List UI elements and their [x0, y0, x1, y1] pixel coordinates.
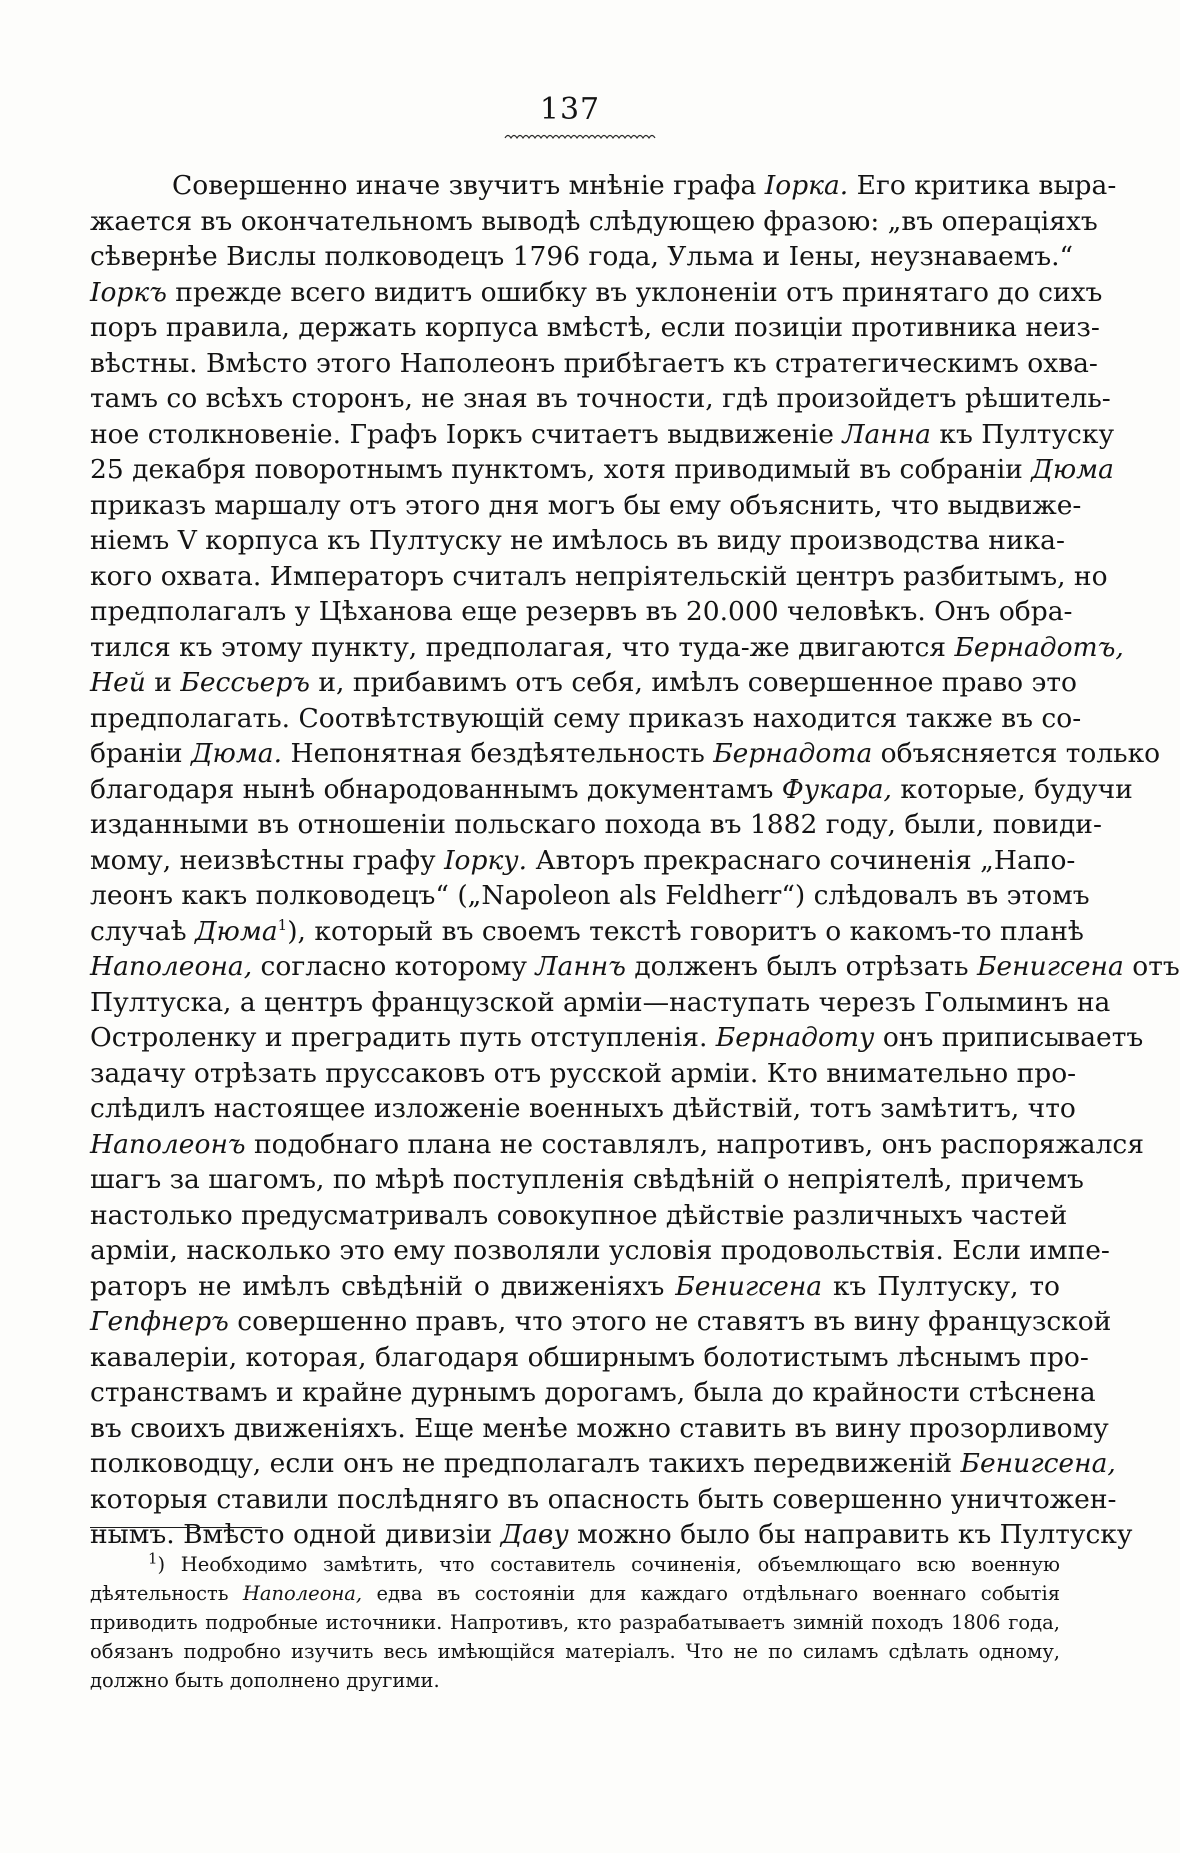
footnotes [90, 1550, 1060, 1695]
text-run: полководцу, если онъ не предполагалъ такихъ передвиженій [90, 1448, 961, 1479]
page-number: 137 [539, 92, 601, 127]
text-run: которые, будучи [891, 773, 1133, 805]
text-run: обязанъ подробно изучить весь имѣющійся матеріалъ. Что не по силамъ сдѣлать одному, [90, 1640, 1060, 1663]
text-run: предполагать. Соотвѣтствующій сему приказъ находится также въ со- [90, 702, 1082, 734]
text-run: Непонятная бездѣятельность [282, 738, 714, 769]
text-run: раторъ не имѣлъ свѣдѣній о движеніяхъ [90, 1270, 676, 1302]
text-run: Пултуска, а центръ французской арміи—наступать черезъ Голыминъ на [90, 986, 1111, 1018]
text-run: изданными въ отношеніи польскаго похода въ 1882 году, были, повиди- [90, 809, 1102, 840]
text-line [90, 1446, 1116, 1482]
text-run: отъ [1123, 951, 1180, 982]
text-line [90, 310, 1100, 346]
text-run: шагъ за шагомъ, по мѣрѣ поступленія свѣдѣній о непріятелѣ, причемъ [90, 1164, 1084, 1195]
text-run: кавалеріи, которая, благодаря обширнымъ болотистымъ лѣснымъ про- [90, 1341, 1089, 1373]
italic-name: Бессьеръ [180, 667, 310, 698]
text-line [90, 239, 1074, 275]
italic-name: Дюма [195, 915, 278, 947]
text-line [90, 1127, 1144, 1163]
italic-name: Ней [90, 667, 146, 698]
text-line [90, 346, 1098, 382]
text-run: къ Пултуску [930, 418, 1115, 450]
text-run: должно быть дополнено другими. [90, 1669, 440, 1692]
text-line [90, 665, 1077, 701]
text-line [90, 381, 1111, 417]
text-line [90, 1482, 1117, 1518]
text-run: задачу отрѣзать пруссаковъ отъ русской арміи. Кто внимательно про- [90, 1057, 1077, 1089]
text-line [90, 701, 1082, 737]
text-line [90, 949, 1180, 985]
text-run: къ Пултуску, то [822, 1270, 1060, 1302]
text-run: можно было бы направить къ Пултуску [568, 1519, 1133, 1550]
text-line [90, 772, 1133, 808]
italic-name: Фукара, [781, 773, 892, 805]
italic-name: Даву [500, 1519, 569, 1550]
text-run: Авторъ прекраснаго сочиненія „Напо- [527, 844, 1076, 876]
text-run: дѣятельность [90, 1582, 243, 1605]
text-line [90, 523, 1065, 559]
text-run: тамъ со всѣхъ сторонъ, не зная въ точности, гдѣ произойдетъ рѣшитель- [90, 383, 1111, 414]
text-line [90, 417, 1115, 453]
text-line [90, 1233, 1110, 1269]
text-run: странствамъ и крайне дурнымъ дорогамъ, была до крайности стѣснена [90, 1377, 1096, 1408]
text-line [90, 1056, 1077, 1092]
text-run: кого охвата. Императоръ считалъ непріятельскій центръ разбитымъ, но [90, 560, 1108, 592]
italic-name: Iоркъ [90, 276, 167, 308]
text-line [90, 807, 1102, 843]
text-line [90, 1091, 1076, 1127]
text-run: леонъ какъ полководецъ“ („Napoleon als Feldherr“) слѣдовалъ въ этомъ [90, 880, 1090, 911]
text-line [90, 1340, 1089, 1376]
footnote-line [90, 1666, 1060, 1695]
text-run: жается въ окончательномъ выводѣ слѣдующею фразою: „въ операціяхъ [90, 205, 1098, 237]
footnote-line [90, 1608, 1060, 1637]
italic-name: Дюма [1031, 454, 1114, 485]
italic-name: Бенигсена [976, 951, 1124, 982]
text-line [90, 1198, 1068, 1234]
text-run: приводить подробные источники. Напротивъ, кто разрабатываетъ зимній походъ 1806 года, [90, 1611, 1060, 1634]
text-line [90, 878, 1090, 914]
italic-name: Бенигсена, [960, 1448, 1116, 1479]
text-run: предполагалъ у Цѣханова еще резервъ въ 20.000 человѣкъ. Онъ обра- [90, 596, 1073, 627]
text-run: и, прибавимъ отъ себя, имѣлъ совершенное право это [309, 667, 1077, 698]
footnote-marker: 1 [277, 915, 288, 934]
italic-name: Наполеонъ [90, 1128, 246, 1160]
footnote-line [90, 1579, 1060, 1608]
footnote-line [90, 1550, 1060, 1579]
italic-name: Бенигсена [675, 1270, 823, 1302]
text-run: арміи, насколько это ему позволяли условія продовольствія. Если импе- [90, 1235, 1110, 1266]
text-run: мому, неизвѣстны графу [90, 844, 445, 876]
italic-name: Бернадоту [715, 1022, 875, 1053]
text-line [90, 843, 1076, 879]
text-line [90, 168, 1117, 204]
text-line [90, 736, 1161, 772]
italic-name: Бернадотъ, [954, 631, 1124, 663]
text-line [90, 488, 1082, 524]
footnote-marker: 1 [148, 1549, 158, 1568]
text-line [90, 914, 1084, 950]
text-run: Его критика выра- [848, 170, 1117, 201]
text-run: 25 декабря поворотнымъ пунктомъ, хотя приводимый въ собраніи [90, 454, 1032, 485]
text-run: приказъ маршалу отъ этого дня могъ бы ему объяснить, что выдвиже- [90, 489, 1082, 521]
text-run: Остроленку и преградить путь отступленія. [90, 1022, 716, 1053]
text-line [90, 1304, 1112, 1340]
text-run: тился къ этому пункту, предполагая, что туда-же двигаются [90, 631, 955, 663]
text-run: поръ правила, держать корпуса вмѣстѣ, если позиціи противника неиз- [90, 312, 1100, 343]
italic-name: Наполеона, [90, 951, 253, 982]
text-run: случаѣ [90, 915, 195, 947]
header-ornament-rule [505, 131, 655, 141]
text-run: и [145, 667, 181, 698]
italic-name: Дюма. [190, 738, 283, 769]
italic-name: Наполеона, [242, 1582, 363, 1605]
text-run: прежде всего видитъ ошибку въ уклоненіи отъ принятаго до сихъ [166, 276, 1103, 308]
text-run: Совершенно иначе звучитъ мнѣніе графа [172, 170, 765, 201]
text-line [90, 275, 1103, 311]
footnote-divider [90, 1527, 262, 1528]
italic-name: Бернадота [713, 738, 873, 769]
main-text [90, 168, 1180, 1553]
text-run: браніи [90, 738, 191, 769]
text-line [90, 630, 1124, 666]
text-run: сѣвернѣе Вислы полководецъ 1796 года, Ульма и Iены, неузнаваемъ.“ [90, 241, 1074, 272]
text-run: согласно которому [252, 951, 536, 982]
text-run: объясняется только [872, 738, 1161, 769]
text-line [90, 1162, 1084, 1198]
text-line [90, 1020, 1144, 1056]
text-run: едва въ состояніи для каждаго отдѣльнаго военнаго событія [362, 1582, 1060, 1605]
italic-name: Iорку. [444, 844, 528, 876]
italic-name: Гепфнеръ [90, 1306, 229, 1337]
text-run: онъ приписываетъ [874, 1022, 1144, 1053]
italic-name: Ланна [842, 418, 931, 450]
text-line [90, 1411, 1109, 1447]
text-line [90, 1517, 1133, 1553]
text-line [90, 985, 1111, 1021]
text-run: ), который въ своемъ текстѣ говоритъ о какомъ-то планѣ [287, 915, 1084, 947]
text-run: нымъ. Вмѣсто одной дивизіи [90, 1519, 501, 1550]
text-run: ) Необходимо замѣтить, что составитель сочиненія, объемлющаго всю военную [157, 1553, 1060, 1576]
text-run: вѣстны. Вмѣсто этого Наполеонъ прибѣгаетъ къ стратегическимъ охва- [90, 347, 1098, 379]
text-run: въ своихъ движеніяхъ. Еще менѣе можно ставить въ вину прозорливому [90, 1412, 1109, 1444]
text-line [90, 1269, 1060, 1305]
text-run: совершенно правъ, что этого не ставятъ въ вину французской [228, 1306, 1112, 1337]
text-run: ное столкновеніе. Графъ Iоркъ считаетъ выдвиженіе [90, 418, 843, 450]
text-run: слѣдилъ настоящее изложеніе военныхъ дѣйствій, тотъ замѣтитъ, что [90, 1093, 1076, 1124]
text-run: ніемъ V корпуса къ Пултуску не имѣлось въ виду производства никa- [90, 525, 1065, 556]
italic-name: Iорка. [764, 170, 849, 201]
text-line [90, 559, 1108, 595]
text-line [90, 452, 1114, 488]
text-run: которыя ставили послѣдняго въ опасность быть совершенно уничтожен- [90, 1483, 1117, 1515]
text-run: настолько предусматривалъ совокупное дѣйствіе различныхъ частей [90, 1199, 1068, 1231]
text-run: подобнаго плана не составлялъ, напротивъ, онъ распоряжался [245, 1128, 1144, 1160]
text-line [90, 204, 1098, 240]
text-line [90, 594, 1073, 630]
text-run: благодаря нынѣ обнародованнымъ документамъ [90, 773, 782, 805]
footnote-line [90, 1637, 1060, 1666]
italic-name: Ланнъ [535, 951, 626, 982]
text-run: долженъ былъ отрѣзать [625, 951, 977, 982]
text-line [90, 1375, 1096, 1411]
